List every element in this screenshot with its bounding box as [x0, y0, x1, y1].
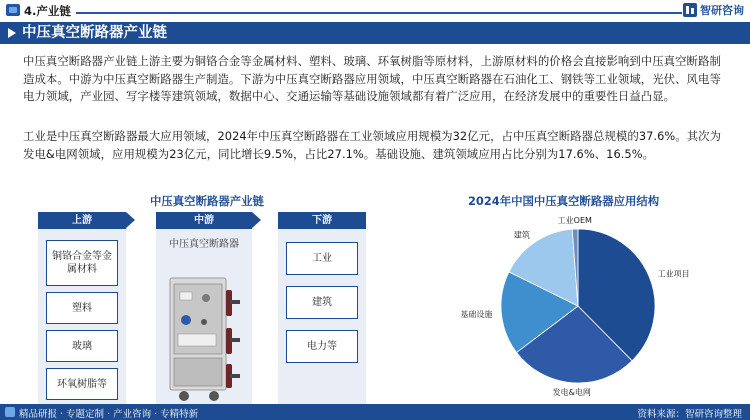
application-structure-pie-chart — [440, 206, 740, 400]
downstream-item: 建筑 — [286, 286, 358, 319]
footer-logo-icon — [5, 407, 15, 417]
pie-slice-label: 基础设施 — [460, 310, 493, 320]
upstream-header: 上游 — [38, 212, 126, 229]
downstream-item: 电力等 — [286, 330, 358, 363]
footer-source: 资料来源：智研咨询整理 — [637, 409, 742, 420]
upstream-item: 铜铬合金等金属材料 — [46, 240, 118, 286]
section-title: 4.产业链 — [24, 4, 71, 18]
chart-title: 2024年中国中压真空断路器应用结构 — [468, 194, 660, 208]
downstream-item: 工业 — [286, 242, 358, 275]
pie-slice-label: 工业OEM — [557, 216, 592, 226]
midstream-header: 中游 — [156, 212, 252, 229]
upstream-item: 玻璃 — [46, 330, 118, 362]
footer-tagline: 精品研报 · 专题定制 · 产业咨询 · 专精特新 — [19, 409, 199, 420]
chain-diagram-title: 中压真空断路器产业链 — [150, 194, 264, 208]
upstream-item: 塑料 — [46, 292, 118, 324]
upstream-item: 环氧树脂等 — [46, 368, 118, 400]
pie-slice-label: 工业项目 — [657, 269, 690, 279]
chain-arrow-icon — [126, 212, 135, 228]
intro-paragraph: 中压真空断路器产业链上游主要为铜铬合金等金属材料、塑料、玻璃、环氧树脂等原材料，上游原材料的价格会直接影响到中压真空断路制造成本。中游为中压真空断路器生产制造。下游为中压真空断路器应用领域，中压真空断路器在石油化工、钢铁等工业领域，光伏、风电等电力领域，产业园、写字楼等建筑领域，数据中心、交通运输等基础设施领域都有着广泛应用，在经济发展中的重要性日益凸显。 — [23, 54, 721, 104]
page-title: 中压真空断路器产业链 — [22, 25, 167, 41]
midstream-column — [156, 212, 252, 417]
brand-logo — [683, 2, 744, 18]
brand-logo-text: 智研咨询 — [700, 4, 744, 17]
triangle-icon — [8, 28, 16, 38]
header-divider — [76, 12, 682, 14]
pie-slice-label: 发电&电网 — [552, 387, 591, 397]
page-header — [0, 0, 750, 20]
upstream-column — [38, 212, 126, 417]
downstream-header: 下游 — [278, 212, 366, 229]
brand-logo-icon — [683, 3, 697, 17]
section-marker-icon — [6, 4, 20, 16]
downstream-column — [278, 212, 366, 417]
pie-slice-label: 建筑 — [513, 230, 530, 240]
title-banner — [0, 22, 750, 44]
chain-arrow-icon — [252, 212, 261, 228]
page-footer — [0, 404, 750, 420]
application-paragraph: 工业是中压真空断路器最大应用领域，2024年中压真空断路器在工业领域应用规模为32亿元，占中压真空断路器总规模的37.6%。其次为发电&电网领域，应用规模为23亿元，同比增长9.5%，占比27.1%。基础设施、建筑领域应用占比分别为17.6%、16.5%。 — [23, 129, 722, 161]
midstream-product-label: 中压真空断路器 — [169, 239, 239, 250]
vacuum-breaker-illustration — [164, 270, 244, 408]
